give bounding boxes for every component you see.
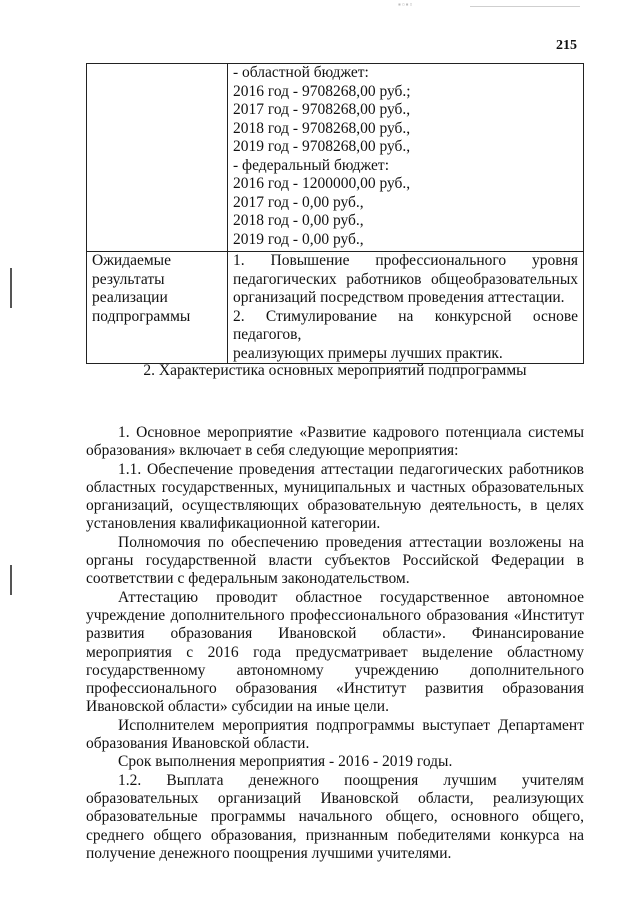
funding-line: 2019 год - 9708268,00 руб.,	[233, 138, 411, 155]
section-title: 2. Характеристика основных мероприятий подпрограммы	[143, 362, 527, 379]
label-line: подпрограммы	[92, 307, 191, 325]
paragraph: 1.1. Обеспечение проведения аттестации педагогических работников областных государственных, муниципальных и частных образовательных организаций, осуществляющих образовательную деятельность, в целях установления квалификационной категории.	[86, 460, 584, 533]
funding-line: 2017 год - 0,00 руб.,	[233, 193, 364, 211]
scan-edge-mark	[10, 565, 12, 595]
passport-table	[86, 63, 584, 364]
result-line: педагогических работников общеобразовательных	[233, 270, 578, 288]
paragraph: Срок выполнения мероприятия - 2016 - 2019 годы.	[118, 753, 453, 771]
funding-line: 2017 год - 9708268,00 руб.,	[233, 101, 411, 118]
funding-line: 2016 год - 1200000,00 руб.,	[233, 175, 411, 192]
scan-artifact-line	[470, 6, 580, 7]
paragraph: Исполнителем мероприятия подпрограммы выступает Департамент образования Ивановской области.	[86, 716, 584, 753]
label-line: результаты	[92, 270, 165, 288]
result-line: 1. Повышение профессионального уровня	[233, 252, 578, 269]
funding-line: 2018 год - 9708268,00 руб.,	[233, 119, 411, 137]
funding-line: 2018 год - 0,00 руб.,	[233, 212, 364, 229]
page-number: 215	[556, 38, 577, 53]
table-row	[87, 252, 584, 364]
result-line: организаций посредством проведения аттестации.	[233, 289, 565, 306]
funding-line: - федеральный бюджет:	[233, 156, 389, 174]
table-cell-label	[87, 252, 228, 364]
label-line: Ожидаемые	[92, 252, 171, 269]
paragraph: 1. Основное мероприятие «Развитие кадрового потенциала системы образования» включает в себя следующие мероприятия:	[86, 424, 584, 460]
scan-edge-mark	[10, 268, 12, 308]
paragraph: Аттестацию проводит областное государственное автономное учреждение дополнительного профессионального образования «Институт развития образования Ивановской области». Финансирование мероприятия с 2016 года предусматривает выделение областному государственному автономному учреждению дополнительного профессионального образования «Институт развития образования Ивановской области» субсидии на иные цели.	[86, 588, 584, 716]
scan-artifact: ▪▫▪▫	[398, 0, 414, 9]
paragraph: 1.2. Выплата денежного поощрения лучшим учителям образовательных организаций Ивановской области, реализующих образовательные программы начального общего, основного общего, среднего общего образования, признанным победителями конкурса на получение денежного поощрения лучшими учителями.	[86, 771, 584, 862]
result-line: 2. Стимулирование на конкурсной основе педагогов,	[233, 307, 578, 343]
result-line: реализующих примеры лучших практик.	[233, 344, 503, 362]
table-cell-label	[87, 64, 228, 252]
table-cell-results	[228, 252, 584, 364]
funding-line: - областной бюджет:	[233, 64, 369, 81]
table-cell-funding	[228, 64, 584, 252]
table-row	[87, 64, 584, 252]
paragraph: Полномочия по обеспечению проведения аттестации возложены на органы государственной власти субъектов Российской Федерации в соответствии с федеральным законодательством.	[86, 533, 584, 588]
label-line: реализации	[92, 289, 168, 306]
body-text	[86, 424, 584, 863]
funding-line: 2019 год - 0,00 руб.,	[233, 230, 364, 248]
funding-line: 2016 год - 9708268,00 руб.;	[233, 82, 411, 100]
